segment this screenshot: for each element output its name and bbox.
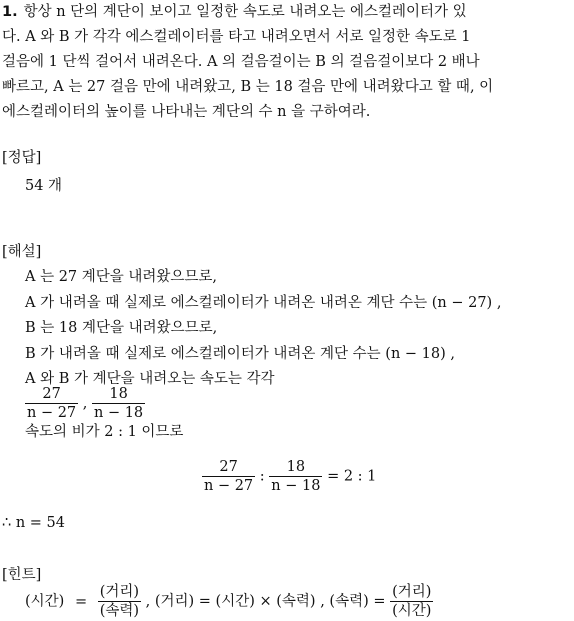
problem-line-1: 1. 항상 n 단의 계단이 보이고 일정한 속도로 내려오는 에스컬레이터가 있 — [2, 4, 467, 20]
answer-value: 54 개 — [25, 178, 63, 194]
hint-fraction-speed: $\frac{\text{(거리)}}{\text{(시간)}}$ — [392, 584, 432, 619]
explanation-line: A 와 B 가 계단을 내려오는 속도는 각각 — [25, 371, 275, 387]
explanation-line: A 가 내려올 때 실제로 에스컬레이터가 내려온 내려온 계단 수는 (n − 27) , — [25, 295, 502, 311]
conclusion: ∴ n = 54 — [2, 515, 65, 531]
problem-statement — [2, 0, 570, 125]
hint-fraction-time: $\frac{\text{(거리)}}{\text{(속력)}}$ — [99, 584, 140, 619]
explanation-line: A 는 27 계단을 내려왔으므로, — [25, 269, 218, 285]
hint-heading: [힌트] — [2, 567, 42, 583]
equation-fraction-b: $\frac{18}{n - 18}$ — [271, 459, 321, 494]
fraction-b-speed: $\frac{18}{n - 18}$ — [94, 386, 144, 421]
problem-line-3: 걸음에 1 단씩 걸어서 내려온다. A 의 걸음걸이는 B 의 걸음걸이보다 2 배나 — [2, 54, 480, 70]
speed-fractions: $\frac{27}{n - 27}$ , $\frac{18}{n - 18}$ — [27, 386, 144, 421]
ratio-line: 속도의 비가 2 : 1 이므로 — [25, 424, 184, 440]
explanation-line: B 는 18 계단을 내려왔으므로, — [25, 320, 218, 336]
problem-line-5: 에스컬레이터의 높이를 나타내는 계단의 수 n 을 구하여라. — [2, 104, 371, 120]
explanation-heading: [해설] — [2, 244, 42, 260]
ratio-equation: $\frac{27}{n - 27}$ : $\frac{18}{n - 18}$ = 2 : 1 — [204, 459, 377, 494]
problem-number: 1. — [2, 4, 18, 20]
explanation-line: B 가 내려올 때 실제로 에스컬레이터가 내려온 계단 수는 (n − 18) , — [25, 346, 455, 362]
hint-formulas: (시간) = $\frac{\text{(거리)}}{\text{(속력)}}$ , (거리) = (시간) × (속력) , (속력) = $\frac{\text{(거리)}}{\text{(시간)}}$ — [25, 584, 432, 619]
equation-fraction-a: $\frac{27}{n - 27}$ — [204, 459, 254, 494]
problem-line-4: 빠르고, A 는 27 걸음 만에 내려왔고, B 는 18 걸음 만에 내려왔다고 할 때, 이 — [2, 79, 494, 95]
problem-line-2: 다. A 와 B 가 각각 에스컬레이터를 타고 내려오면서 서로 일정한 속도로 1 — [2, 29, 471, 45]
fraction-a-speed: $\frac{27}{n - 27}$ — [27, 386, 77, 421]
answer-heading: [정답] — [2, 150, 42, 166]
